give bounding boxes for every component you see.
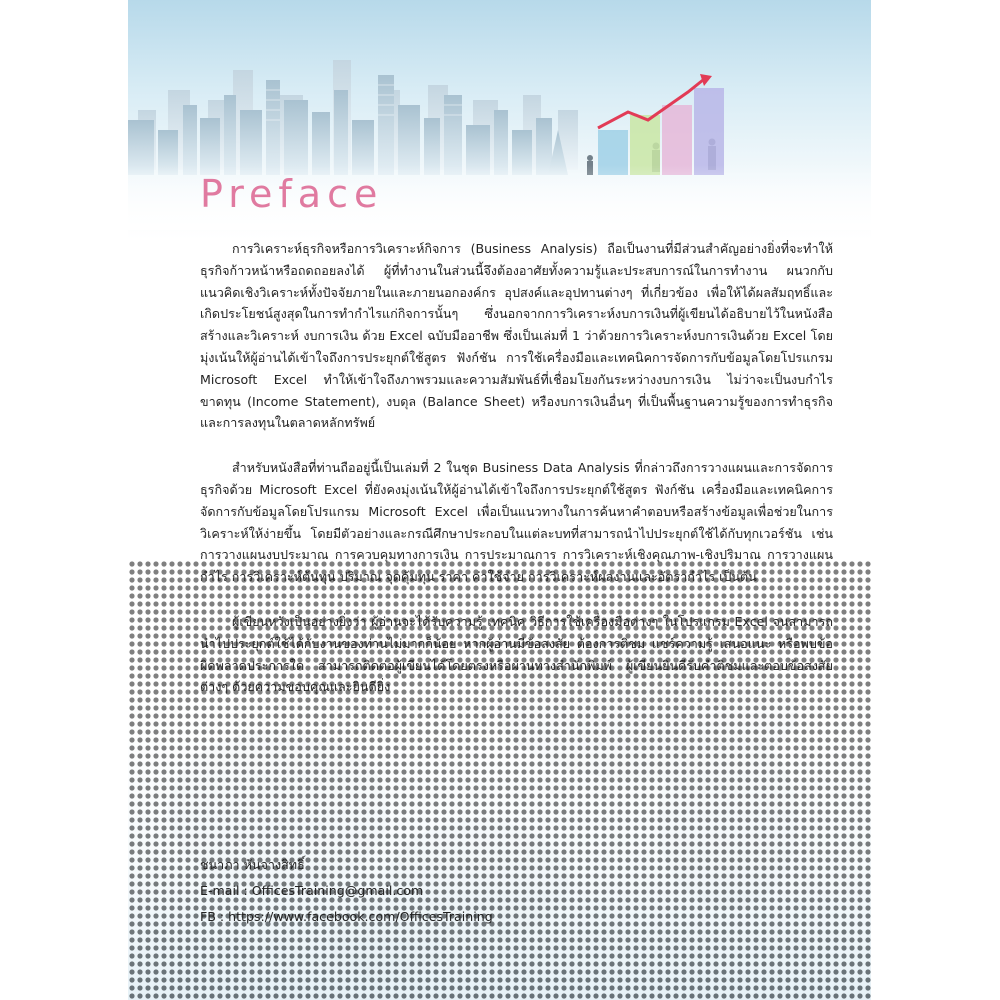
author-facebook: FB : https://www.facebook.com/OfficesTraining xyxy=(200,909,493,924)
book-page xyxy=(128,0,871,1000)
paragraph: ผู้เขียนหวังเป็นอย่างยิ่งว่า ผู้อ่านจะได้รับความรู้ เทคนิค วิธีการใช้เครื่องมือต่างๆ ในโปรแกรม Excel จนสามารถนำไปประยุกต์ใช้ได้กับงานของท่านไม่มากก็น้อย หากผู้อ่านมีข้อสงสัย ต้องการติชม แชร์ความรู้ เสนอแนะ หรือพบข้อผิดพลาดประการใด สามารถติดต่อผู้เขียนได้โดยตรงหรือผ่านทางสำนักพิมพ์ ผู้เขียนยินดีรับคำติชมและตอบข้อสงสัยต่างๆ ด้วยความขอบคุณและยินดียิ่ง xyxy=(200,613,833,695)
author-name: ชนาภา หันจางสิทธิ์ xyxy=(200,857,305,872)
author-email: E-mail : OfficesTraining@gmail.com xyxy=(200,883,424,898)
paragraph: สำหรับหนังสือที่ท่านถืออยู่นี้เป็นเล่มที่ 2 ในชุด Business Data Analysis ที่กล่าวถึงการวางแผนและการจัดการธุรกิจด้วย Microsoft Excel ที่ยังคงมุ่งเน้นให้ผู้อ่านได้เข้าใจถึงการประยุกต์ใช้สูตร ฟังก์ชัน เครื่องมือและเทคนิคการจัดการกับข้อมูลโดยโปรแกรม Microsoft Excel เพื่อเป็นแนวทางในการค้นหาคำตอบหรือสร้างข้อมูลเพื่อช่วยในการวิเคราะห์ให้ง่ายขึ้น โดยมีตัวอย่างและกรณีศึกษาประกอบในแต่ละบทที่สามารถนำไปประยุกต์ใช้ได้กับทุกเวอร์ชัน เช่น การวางแผนงบประมาณ การควบคุมทางการเงิน การประมาณการ การวิเคราะห์เชิงคุณภาพ-เชิงปริมาณ การวางแผนกำไร การวิเคราะห์ต้นทุน ปริมาณ จุดคุ้มทุน ราคา ค่าใช้จ่าย การวิเคราะห์ผลงานและอัตรากำไร เป็นต้น xyxy=(200,460,833,585)
page-title: Preface xyxy=(200,172,384,216)
paragraph: การวิเคราะห์ธุรกิจหรือการวิเคราะห์กิจการ (Business Analysis) ถือเป็นงานที่มีส่วนสำคัญอย่างยิ่งที่จะทำให้ธุรกิจก้าวหน้าหรือถดถอยลงได้ ผู้ที่ทำงานในส่วนนี้จึงต้องอาศัยทั้งความรู้และประสบการณ์ในการทำงาน ผนวกกับแนวคิดเชิงวิเคราะห์ทั้งปัจจัยภายในและภายนอกองค์กร อุปสงค์และอุปทานต่างๆ ที่เกี่ยวข้อง เพื่อให้ได้ผลสัมฤทธิ์และเกิดประโยชน์สูงสุดในการทำกำไรแก่กิจการนั้นๆ ซึ่งนอกจากการวิเคราะห์งบการเงินที่ผู้เขียนได้อธิบายไว้ในหนังสือสร้างและวิเคราะห์ งบการเงิน ด้วย Excel ฉบับมืออาชีพ ซึ่งเป็นเล่มที่ 1 ว่าด้วยการวิเคราะห์งบการเงินด้วย Excel โดยมุ่งเน้นให้ผู้อ่านได้เข้าใจถึงการประยุกต์ใช้สูตร ฟังก์ชัน การใช้เครื่องมือและเทคนิคการจัดการกับข้อมูลโดยโปรแกรม Microsoft Excel ทำให้เข้าใจถึงภาพรวมและความสัมพันธ์ที่เชื่อมโยงกันระหว่างงบการเงิน ไม่ว่าจะเป็นงบกำไรขาดทุน (Income Statement), งบดุล (Balance Sheet) หรืองบการเงินอื่นๆ ที่เป็นพื้นฐานความรู้ของการทำธุรกิจและการลงทุนในตลาดหลักทรัพย์ xyxy=(200,241,833,431)
skyline-front xyxy=(128,75,568,175)
preface-body xyxy=(200,238,833,721)
author-signature xyxy=(200,852,493,930)
growth-chart-icon xyxy=(598,74,724,175)
